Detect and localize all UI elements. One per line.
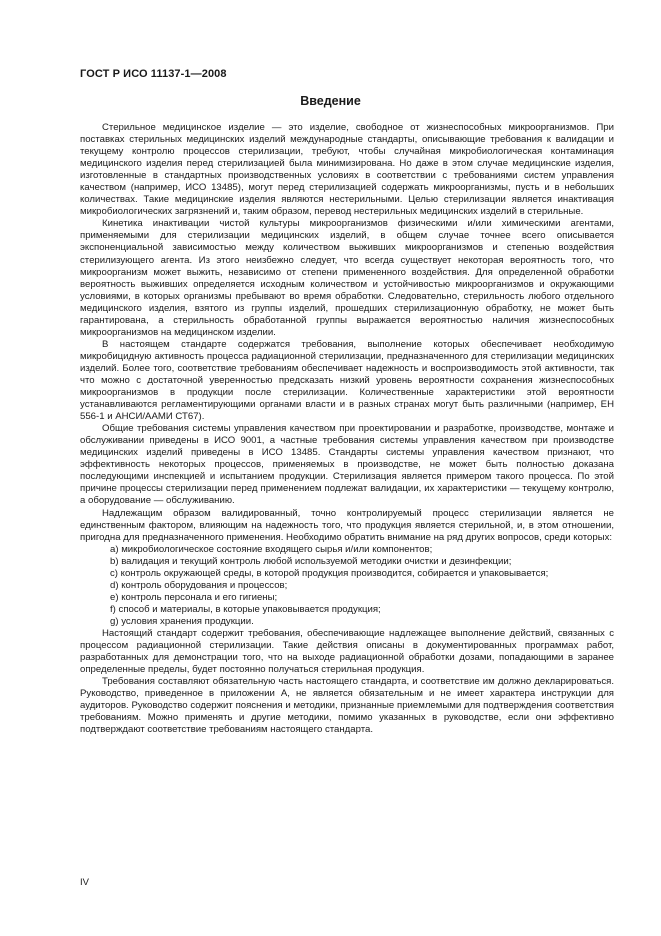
- paragraph: Стерильное медицинское изделие — это изделие, свободное от жизнеспособных микроорганизмов. При поставках стерильных медицинских изделий международные стандарты, описывающие требования к валидации и текущему контролю процессов стерилизации, требуют, чтобы случайная микробиологическая контаминация медицинского изделия перед стерилизацией была минимизирована. Но даже в этом случае медицинские изделия, изготовленные в стандартных производственных условиях в соответствии с требованиями систем управления качеством (например, ИСО 13485), могут перед стерилизацией содержать микроорганизмы, пусть и в небольших количествах. Такие медицинские изделия являются нестерильными. Целью стерилизации является инактивация микробиологических загрязнений и, таким образом, перевод нестерильных медицинских изделий в стерильные.: [80, 122, 614, 218]
- list-item: е) контроль персонала и его гигиены;: [110, 591, 278, 603]
- paragraph: Настоящий стандарт содержит требования, обеспечивающие надлежащее выполнение действий, связанных с процессом радиационной стерилизации. Такие действия описаны в документированных программах работ, разработанных для демонстрации того, что на выходе радиационной обработки дозами, попадающими в заранее определенные пределы, будет постоянно получаться стерильная продукция.: [80, 627, 614, 676]
- list-item: с) контроль окружающей среды, в которой продукция производится, собирается и упаковывается;: [110, 567, 549, 579]
- list-item: d) контроль оборудования и процессов;: [110, 579, 288, 591]
- document-standard-id: ГОСТ Р ИСО 11137-1—2008: [80, 68, 227, 80]
- list-item: а) микробиологическое состояние входящего сырья и/или компонентов;: [110, 543, 433, 555]
- document-body: [80, 122, 614, 736]
- paragraph: Надлежащим образом валидированный, точно контролируемый процесс стерилизации является не единственным фактором, влияющим на надежность того, что продукция является стерильной, и, в этом отношении, пригодна для предназначенного применения. Необходимо обратить внимание на ряд других вопросов, среди которых:: [80, 507, 614, 543]
- factor-list: [80, 544, 614, 628]
- list-item: f) способ и материалы, в которые упаковывается продукция;: [110, 603, 381, 615]
- section-title: Введение: [300, 94, 361, 108]
- paragraph: Общие требования системы управления качеством при проектировании и разработке, производстве, монтаже и обслуживании приведены в ИСО 9001, а частные требования системы управления качеством при производстве медицинских изделий приведены в ИСО 13485. Стандарты системы управления качеством признают, что эффективность некоторых процессов, применяемых в производстве, не может быть полностью доказана последующими инспекцией и испытанием продукции. Стерилизация является примером такого процесса. По этой причине процессы стерилизации перед применением подлежат валидации, их характеристики — текущему контролю, а оборудование — обслуживанию.: [80, 423, 614, 507]
- list-item: g) условия хранения продукции.: [110, 615, 254, 627]
- paragraph: В настоящем стандарте содержатся требования, выполнение которых обеспечивает необходимую микробицидную активность процесса радиационной стерилизации, предназначенного для стерилизации медицинских изделий. Более того, соответствие требованиям обеспечивает надежность и воспроизводимость этой активности, так что можно с достаточной уверенностью предсказать низкий уровень вероятности сохранения жизнеспособных микроорганизмов в продукции после стерилизации. Количественные характеристики этой вероятности устанавливаются регламентирующими органами власти и в разных странах могут быть различными (например, ЕН 556-1 и АНСИ/ААМИ СТ67).: [80, 338, 614, 423]
- page-number: IV: [80, 877, 89, 888]
- paragraph: Требования составляют обязательную часть настоящего стандарта, и соответствие им должно декларироваться. Руководство, приведенное в приложении А, не является обязательным и не имеет характера инструкции для аудиторов. Руководство содержит пояснения и методики, признанные приемлемыми для подтверждения соответствия требованиям. Можно применять и другие методики, помимо указанных в руководстве, если они эффективно подтверждают соответствие требованиям настоящего стандарта.: [80, 676, 614, 736]
- list-item: b) валидация и текущий контроль любой используемой методики очистки и дезинфекции;: [110, 555, 512, 567]
- paragraph: Кинетика инактивации чистой культуры микроорганизмов физическими и/или химическими агентами, применяемыми для стерилизации медицинских изделий, в общем случае точнее всего описывается экспоненциальной зависимостью между количеством выживших микроорганизмов и степенью воздействия стерилизующего агента. Из этого неизбежно следует, что всегда существует некоторая вероятность того, что микроорганизм может выжить, независимо от степени примененного воздействия. Для определенной обработки вероятность выживших определяется исходным количеством и устойчивостью микроорганизмов и окружающими условиями, в которых организмы пребывают во время обработки. Следовательно, стерильность любого отдельного медицинского изделия, взятого из группы изделий, прошедших стерилизационную обработку, не может быть гарантирована, а стерильность обработанной группы выражается вероятностью наличия жизнеспособных микроорганизмов на медицинском изделии.: [80, 218, 614, 338]
